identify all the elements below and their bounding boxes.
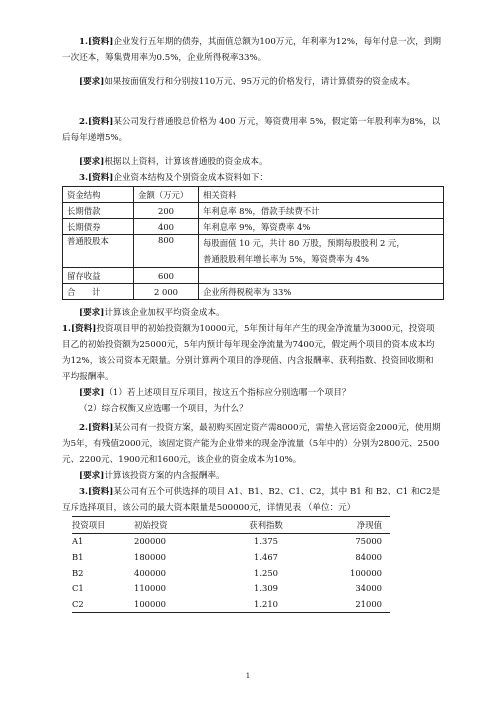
capital-structure-table	[62, 186, 444, 300]
table-total-row: 合 计 2 000 企业所得税税率为 33%	[63, 284, 444, 300]
page-number: 1	[245, 672, 251, 680]
q1-3-paragraph: 3.[资料]企业资本结构及个别资金成本资料如下：	[79, 173, 269, 183]
q1-2-requirement: [要求]根据以上资料，计算该普通股的资金成本。	[79, 157, 268, 167]
q2-1-requirement-2: （2）综合权衡又应选哪一个项目，为什么？	[79, 404, 248, 414]
investment-projects-table	[72, 516, 390, 613]
q1-1-paragraph: 1.[资料]企业发行五年期的债券，其面值总额为100万元，年利率为12%，每年付息一次，到期一次还本，筹集费用率为0.5%，企业所得税率33%。	[62, 37, 442, 63]
table-header-row: 资金结构 金额（万元） 相关资料	[63, 187, 444, 203]
table-row: B1 180000 1.467 84000	[72, 551, 382, 562]
q1-2-paragraph: 2.[资料]某公司发行普通股总价格为 400 万元，筹资费用率 5%，假定第一年股利率为8%，以后每年递增5%。	[62, 117, 441, 143]
table-row: 留存收益 600	[63, 268, 444, 284]
table-row: A1 200000 1.375 75000	[72, 536, 382, 547]
table-row: 长期债券 400 年利息率 9%，筹资费率 4%	[63, 219, 444, 235]
q2-2-requirement: [要求]计算该投资方案的内含报酬率。	[79, 471, 225, 481]
table-row: C2 100000 1.210 21000	[72, 596, 390, 612]
q2-2-paragraph: 2.[资料]某公司有一投资方案，最初购买固定资产需8000元，需垫入营运资金2000元，使用期为5年，有残值2000元，该固定资产能为企业带来的现金净流量（5年中的）分别为2800元、2500元、2200元、1900元和1600元，该企业的资金成本为10%。	[62, 423, 441, 465]
q1-3-requirement: [要求]计算该企业加权平均资金成本。	[79, 308, 225, 318]
q2-1-requirement-1: [要求]（1）若上述项目互斥项目，按这五个指标应分别选哪一个项目？	[79, 388, 351, 398]
q1-1-requirement: [要求]如果按面值发行和分别按110万元、95万元的价格发行，请计算债券的资金成本。	[79, 77, 416, 87]
table-row: B2 400000 1.250 100000	[72, 567, 382, 578]
table-row: 普通股股本 800 每股面值 10 元，共计 80 万股，预期每股股利 2 元， 普通股股利年增长率为 5%，筹资费率为 4%	[63, 235, 444, 268]
q2-3-paragraph: 3.[资料]某公司有五个可供选择的项目 A1、B1、B2、C1、C2，其中 B1 和 B2、C1 和C2是互斥选择项目，该公司的最大资本限量是500000元，详情见表 （单位：元）	[62, 487, 441, 513]
table-row: C1 110000 1.309 34000	[72, 583, 382, 594]
q2-1-paragraph: 1.[资料]投资项目甲的初始投资额为10000元，5年预计每年产生的现金净流量为3000元，投资项目乙的初始投资额为25000元，5年内预计每年现金净流量为7400元，假定两个项目的资本成本均为12%，该公司资本无限量。分别计算两个项目的净现值、内含报酬率、获利指数、投资回收期和平均报酬率。	[62, 324, 435, 382]
table-header-row: 投资项目 初始投资 获利指数 净现值	[72, 517, 390, 534]
table-row: 长期借款 200 年利息率 8%，借款手续费不计	[63, 203, 444, 219]
